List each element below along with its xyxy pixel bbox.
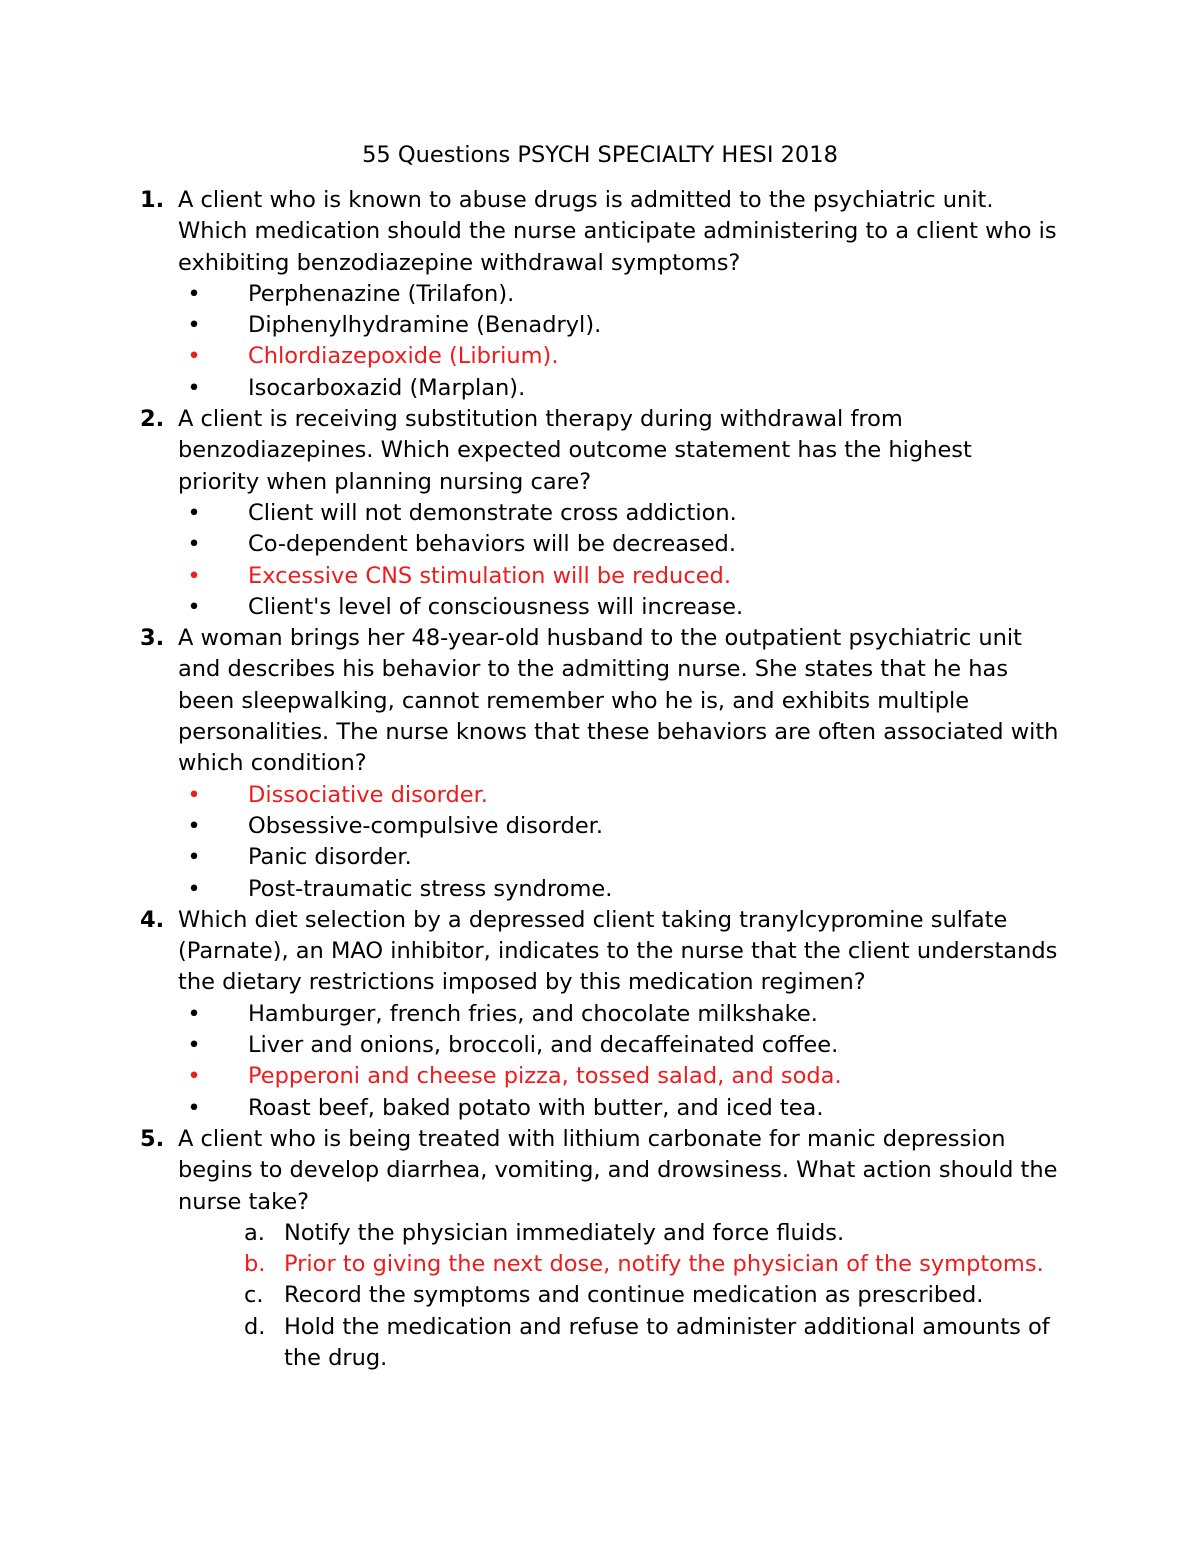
answer-options (178, 279, 1060, 404)
question-text: A client is receiving substitution therapy during withdrawal from benzodiazepines. Which expected outcome statement has the highest priority when planning nursing care? (178, 406, 972, 495)
answer-option-correct (187, 341, 1060, 372)
question-text: A client who is being treated with lithium carbonate for manic depression begins to develop diarrhea, vomiting, and drowsiness. What action should the nurse take? (178, 1125, 1058, 1215)
question-item (140, 404, 1060, 623)
option-text: Panic disorder. (248, 844, 412, 871)
option-text: Client's level of consciousness will increase. (248, 593, 744, 620)
answer-option (187, 1093, 1060, 1124)
bullet-icon: • (187, 312, 201, 339)
question-item (140, 185, 1060, 404)
bullet-icon: • (187, 499, 201, 526)
answer-option (244, 1280, 1060, 1311)
option-letter: c. (244, 1282, 264, 1309)
bullet-icon: • (187, 1094, 201, 1121)
answer-options (178, 498, 1060, 623)
question-text: Which diet selection by a depressed client taking tranylcypromine sulfate (Parnate), an MAO inhibitor, indicates to the nurse that the client understands the dietary restrictions imposed by this medication regimen? (178, 906, 1058, 996)
question-item (140, 905, 1060, 1124)
answer-option (187, 498, 1060, 529)
page-title: 55 Questions PSYCH SPECIALTY HESI 2018 (362, 142, 838, 168)
option-text: Obsessive-compulsive disorder. (248, 812, 604, 839)
option-text: Liver and onions, broccoli, and decaffeinated coffee. (248, 1032, 839, 1059)
option-text: Dissociative disorder. (248, 781, 488, 808)
bullet-icon: • (187, 374, 201, 401)
bullet-icon: • (187, 875, 201, 902)
bullet-icon: • (187, 812, 201, 839)
answer-option (187, 874, 1060, 905)
question-list (140, 185, 1060, 1374)
answer-option (187, 1030, 1060, 1061)
option-text: Co-dependent behaviors will be decreased. (248, 531, 736, 558)
answer-option (187, 811, 1060, 842)
question-item (140, 623, 1060, 905)
question-text: A woman brings her 48-year-old husband to the outpatient psychiatric unit and describes his behavior to the admitting nurse. She states that he has been sleepwalking, cannot remember who he is, and exhibits multiple personalities. The nurse knows that these behaviors are often associated with which condition? (178, 625, 1059, 777)
answer-option (187, 310, 1060, 341)
option-text: Post-traumatic stress syndrome. (248, 875, 613, 902)
option-text: Pepperoni and cheese pizza, tossed salad, and soda. (248, 1063, 842, 1090)
option-text: Roast beef, baked potato with butter, and iced tea. (248, 1094, 824, 1121)
answer-option (187, 592, 1060, 623)
option-letter: b. (244, 1251, 266, 1278)
question-number: 4. (140, 906, 165, 933)
bullet-icon: • (187, 781, 201, 808)
answer-option (244, 1218, 1060, 1249)
answer-option (187, 279, 1060, 310)
bullet-icon: • (187, 280, 201, 307)
answer-option-correct (187, 1061, 1060, 1092)
option-text: Notify the physician immediately and force fluids. (284, 1219, 845, 1246)
answer-option (187, 529, 1060, 560)
question-number: 5. (140, 1125, 165, 1152)
answer-option-correct (187, 561, 1060, 592)
bullet-icon: • (187, 1000, 201, 1027)
option-letter: a. (244, 1219, 265, 1246)
option-text: Chlordiazepoxide (Librium). (248, 343, 559, 370)
option-text: Isocarboxazid (Marplan). (248, 374, 526, 401)
answer-option-correct (244, 1249, 1060, 1280)
answer-option-correct (187, 780, 1060, 811)
option-text: Excessive CNS stimulation will be reduced. (248, 562, 731, 589)
question-number: 3. (140, 625, 165, 652)
answer-option (187, 999, 1060, 1030)
bullet-icon: • (187, 562, 201, 589)
option-text: Diphenylhydramine (Benadryl). (248, 312, 602, 339)
bullet-icon: • (187, 1032, 201, 1059)
answer-option (187, 373, 1060, 404)
option-text: Client will not demonstrate cross addiction. (248, 499, 737, 526)
bullet-icon: • (187, 531, 201, 558)
bullet-icon: • (187, 844, 201, 871)
answer-options (178, 999, 1060, 1124)
option-text: Record the symptoms and continue medication as prescribed. (284, 1282, 984, 1309)
answer-options (178, 780, 1060, 905)
option-text: Prior to giving the next dose, notify the physician of the symptoms. (284, 1251, 1044, 1278)
option-letter: d. (244, 1313, 266, 1340)
question-number: 1. (140, 187, 165, 213)
answer-options (178, 1218, 1060, 1374)
question-number: 2. (140, 406, 165, 433)
answer-option (244, 1312, 1060, 1375)
answer-option (187, 842, 1060, 873)
option-text: Perphenazine (Trilafon). (248, 280, 515, 307)
bullet-icon: • (187, 1063, 201, 1090)
bullet-icon: • (187, 343, 201, 370)
question-item (140, 1124, 1060, 1374)
option-text: Hold the medication and refuse to administer additional amounts of the drug. (284, 1313, 1050, 1371)
option-text: Hamburger, french fries, and chocolate milkshake. (248, 1000, 818, 1027)
question-text: A client who is known to abuse drugs is admitted to the psychiatric unit. Which medication should the nurse anticipate administering to a client who is exhibiting benzodiazepine withdrawal symptoms? (178, 187, 1057, 276)
bullet-icon: • (187, 593, 201, 620)
